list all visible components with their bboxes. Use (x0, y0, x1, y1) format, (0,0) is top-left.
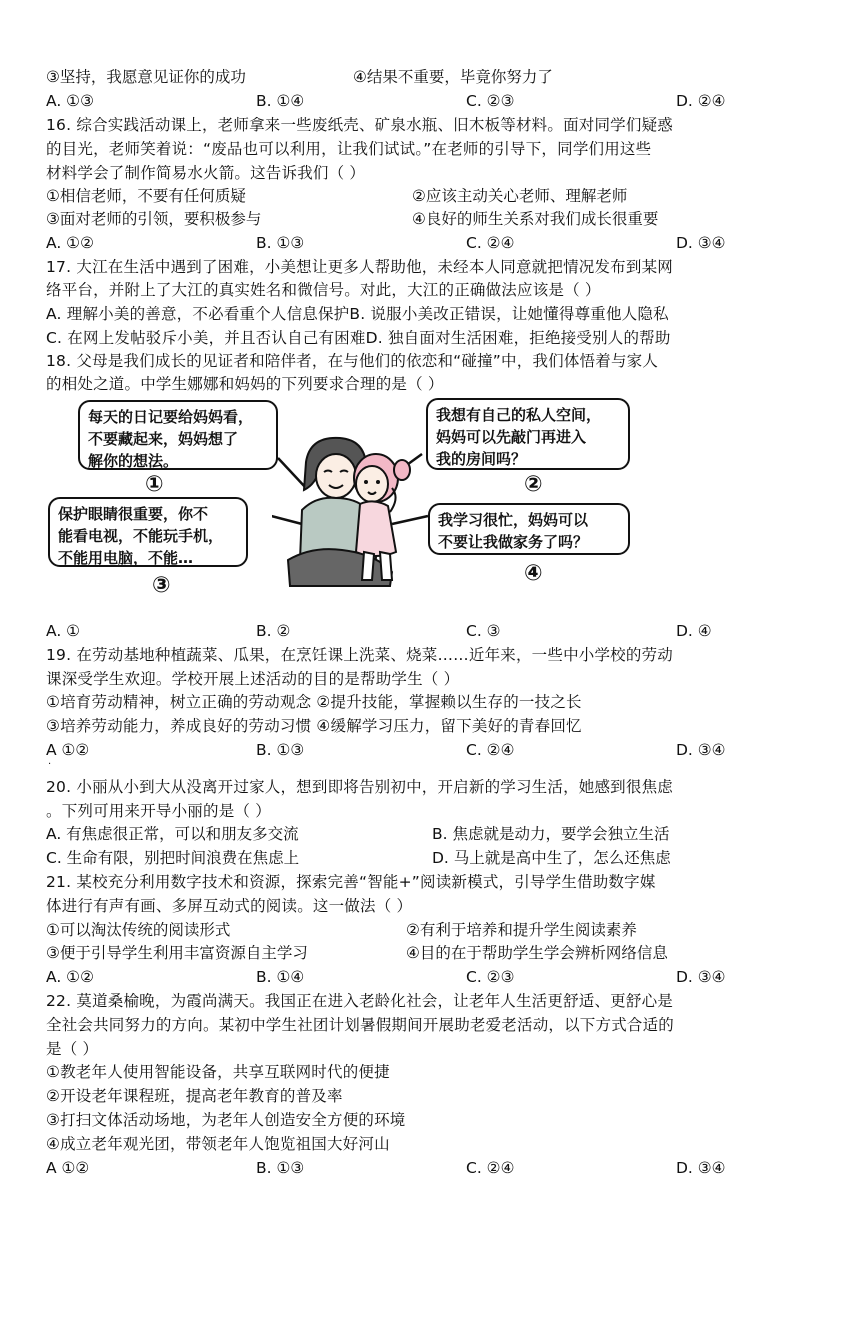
q22-stem-line: 是（ ） (46, 1040, 99, 1058)
q16-option-2: ②应该主动关心老师、理解老师 (412, 187, 628, 205)
q16-option-1: ①相信老师，不要有任何质疑 (46, 187, 246, 205)
bubble-label-2: ② (524, 472, 543, 497)
bubble-1-line: 不要藏起来，妈妈想了 (88, 430, 239, 448)
q15-choice-c: C. ②③ (466, 92, 515, 110)
q19-options-34: ③培养劳动能力，养成良好的劳动习惯 ④缓解学习压力，留下美好的青春回忆 (46, 717, 582, 735)
q16-stem-line: 的目光，老师笑着说：“废品也可以利用，让我们试试。”在老师的引导下，同学们用这些 (46, 140, 652, 158)
bubble-2-line: 我的房间吗？ (436, 450, 527, 468)
q16-choice-a: A. ①② (46, 234, 94, 252)
bubble-1-line: 解你的想法。 (88, 452, 179, 470)
bubble-4-line: 不要让我做家务了吗？ (438, 533, 589, 551)
q19-choice-a: A ①② (46, 741, 90, 759)
speech-bubble-2 (426, 398, 630, 470)
q17-stem-line: 17. 大江在生活中遇到了困难，小美想让更多人帮助他，未经本人同意就把情况发布到某网 (46, 258, 673, 276)
mother-daughter-illustration (272, 428, 432, 590)
q20-stem-line: 。下列可用来开导小丽的是（ ） (46, 802, 271, 820)
q15-option-3: ③坚持，我愿意见证你的成功 (46, 68, 246, 86)
q19-choice-c: C. ②④ (466, 741, 515, 759)
q15-choice-b: B. ①④ (256, 92, 305, 110)
q21-choice-d: D. ③④ (676, 968, 726, 986)
speech-bubble-3 (48, 497, 248, 567)
q16-stem-line: 16. 综合实践活动课上，老师拿来一些废纸壳、矿泉水瓶、旧木板等材料。面对同学们疑惑 (46, 116, 673, 134)
bubble-1-line: 每天的日记要给妈妈看， (88, 408, 254, 426)
q19-options-12: ①培育劳动精神，树立正确的劳动观念 ②提升技能，掌握赖以生存的一技之长 (46, 693, 582, 711)
q17-stem-line: 络平台，并附上了大江的真实姓名和微信号。对此，大江的正确做法应该是（ ） (46, 281, 601, 299)
q21-option-3: ③便于引导学生利用丰富资源自主学习 (46, 944, 308, 962)
speech-bubble-1 (78, 400, 278, 470)
bubble-2-line: 妈妈可以先敲门再进入 (436, 428, 587, 446)
q16-choice-c: C. ②④ (466, 234, 515, 252)
q20-option-c: C. 生命有限，别把时间浪费在焦虑上 (46, 849, 300, 867)
q19-choice-d: D. ③④ (676, 741, 726, 759)
q21-option-2: ②有利于培养和提升学生阅读素养 (406, 921, 637, 939)
q18-stem-line: 的相处之道。中学生娜娜和妈妈的下列要求合理的是（ ） (46, 375, 444, 393)
q17-option-ab: A. 理解小美的善意，不必看重个人信息保护B. 说服小美改正错误，让她懂得尊重他人隐私 (46, 305, 669, 323)
q22-stem-line: 全社会共同努力的方向。某初中学生社团计划暑假期间开展助老爱老活动，以下方式合适的 (46, 1016, 675, 1034)
q20-option-a: A. 有焦虑很正常，可以和朋友多交流 (46, 825, 299, 843)
q19-stem-line: 19. 在劳动基地种植蔬菜、瓜果，在烹饪课上洗菜、烧菜……近年来，一些中小学校的劳动 (46, 646, 673, 664)
q22-option-1: ①教老年人使用智能设备，共享互联网时代的便捷 (46, 1063, 390, 1081)
q18-choice-d: D. ④ (676, 622, 712, 640)
q16-option-3: ③面对老师的引领，要积极参与 (46, 210, 262, 228)
q18-choice-b: B. ② (256, 622, 291, 640)
q22-choice-a: A ①② (46, 1159, 90, 1177)
q22-stem-line: 22. 莫道桑榆晚，为霞尚满天。我国正在进入老龄化社会，让老年人生活更舒适、更舒心是 (46, 992, 673, 1010)
bubble-label-4: ④ (524, 561, 543, 586)
q22-option-4: ④成立老年观光团，带领老年人饱览祖国大好河山 (46, 1135, 390, 1153)
q15-option-4: ④结果不重要，毕竟你努力了 (353, 68, 553, 86)
bubble-2-line: 我想有自己的私人空间， (436, 406, 602, 424)
q21-option-1: ①可以淘汰传统的阅读形式 (46, 921, 231, 939)
scan-dot: · (48, 759, 52, 770)
q20-stem-line: 20. 小丽从小到大从没离开过家人，想到即将告别初中，开启新的学习生活，她感到很焦虑 (46, 778, 673, 796)
q22-choice-d: D. ③④ (676, 1159, 726, 1177)
q21-choice-b: B. ①④ (256, 968, 305, 986)
bubble-label-3: ③ (152, 573, 171, 598)
q16-choice-b: B. ①③ (256, 234, 305, 252)
q21-choice-c: C. ②③ (466, 968, 515, 986)
q18-choice-c: C. ③ (466, 622, 501, 640)
q22-option-3: ③打扫文体活动场地，为老年人创造安全方便的环境 (46, 1111, 406, 1129)
q21-option-4: ④目的在于帮助学生学会辨析网络信息 (406, 944, 668, 962)
q17-option-cd: C. 在网上发帖驳斥小美，并且否认自己有困难D. 独自面对生活困难，拒绝接受别人的帮助 (46, 329, 671, 347)
q22-choice-c: C. ②④ (466, 1159, 515, 1177)
q20-option-b: B. 焦虑就是动力，要学会独立生活 (432, 825, 670, 843)
q19-choice-b: B. ①③ (256, 741, 305, 759)
q20-option-d: D. 马上就是高中生了，怎么还焦虑 (432, 849, 671, 867)
q22-option-2: ②开设老年课程班，提高老年教育的普及率 (46, 1087, 343, 1105)
bubble-3-line: 能看电视，不能玩手机， (58, 527, 224, 545)
speech-bubble-4 (428, 503, 630, 555)
q15-choice-a: A. ①③ (46, 92, 94, 110)
q21-stem-line: 体进行有声有画、多屏互动式的阅读。这一做法（ ） (46, 897, 413, 915)
q15-choice-d: D. ②④ (676, 92, 726, 110)
q21-choice-a: A. ①② (46, 968, 94, 986)
q19-stem-line: 课深受学生欢迎。学校开展上述活动的目的是帮助学生（ ） (46, 670, 460, 688)
q16-option-4: ④良好的师生关系对我们成长很重要 (412, 210, 659, 228)
q21-stem-line: 21. 某校充分利用数字技术和资源，探索完善“智能+”阅读新模式，引导学生借助数字媒 (46, 873, 656, 891)
bubble-3-line: 不能用电脑，不能… (58, 549, 194, 567)
q16-choice-d: D. ③④ (676, 234, 726, 252)
q22-choice-b: B. ①③ (256, 1159, 305, 1177)
bubble-3-line: 保护眼睛很重要，你不 (58, 505, 209, 523)
bubble-4-line: 我学习很忙，妈妈可以 (438, 511, 589, 529)
q18-stem-line: 18. 父母是我们成长的见证者和陪伴者，在与他们的依恋和“碰撞”中，我们体悟着与家人 (46, 352, 659, 370)
q16-stem-line: 材料学会了制作简易水火箭。这告诉我们（ ） (46, 164, 366, 182)
q18-choice-a: A. ① (46, 622, 81, 640)
bubble-label-1: ① (145, 472, 164, 497)
